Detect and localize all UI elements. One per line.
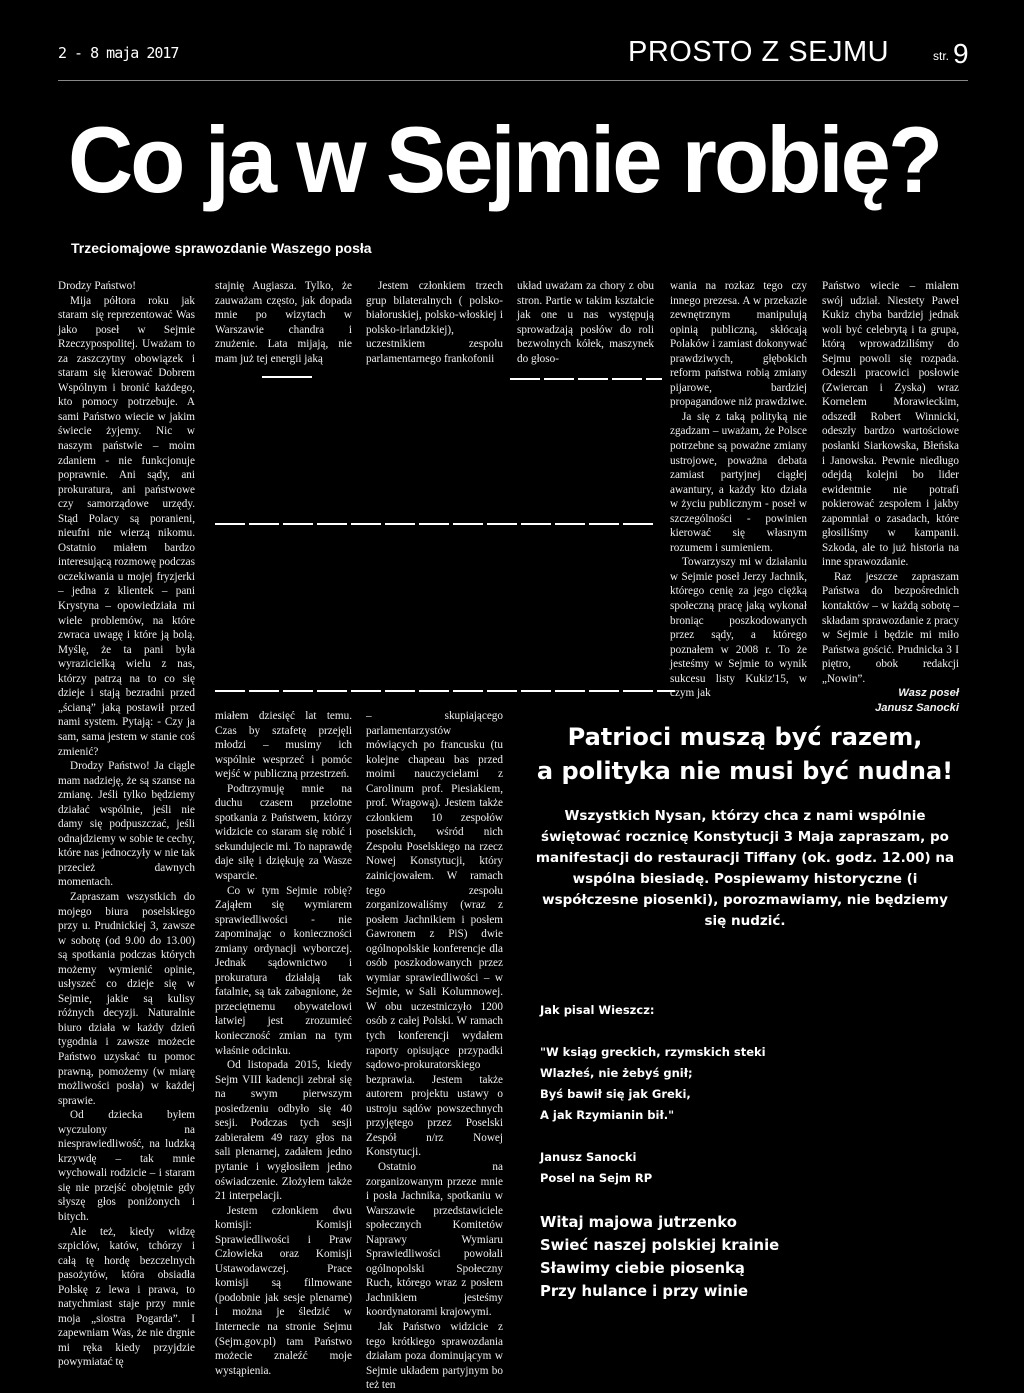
paragraph: wania na rozkaz tego czy innego prezesa. A w przekazie zewnętrznym manipulują opinią publiczną, skłócają Polaków i zamiast dokonywać prawdziwych, głębokich reform państwa robią zmiany pijarowe, bardziej propagandowe niż prawdziwe.: [670, 280, 807, 409]
section-masthead: PROSTO Z SEJMU: [628, 36, 890, 68]
paragraph: Ostatnio na zorganizowanym przeze mnie i posła Jachnika, spotkaniu w Warszawie przedstawiciele społecznych Komitetów Naprawy Wymiaru Sprawiedliwości powołali ogólnopolski Społeczny Ruch, którego wraz z posłem Jachnikiem jesteśmy koordynatorami krajowymi.: [366, 1160, 503, 1319]
photo-border: [215, 523, 655, 525]
quote-line: "W ksiąg greckich, rzymskich steki: [540, 1045, 766, 1059]
quote-author-role: Posel na Sejm RP: [540, 1171, 653, 1185]
paragraph: miałem dziesięć lat temu. Czas by sztafetę przejęli młodzi – musimy ich wspólnie wesprzeć i pomóc wejść w publiczną przestrzeń.: [215, 710, 352, 781]
header-rule: [58, 80, 968, 81]
article-column-3: [366, 709, 503, 1393]
announcement-headline-1: Patrioci muszą być razem,: [567, 723, 923, 751]
article-column-5: [670, 279, 807, 701]
signature-line-2: Janusz Sanocki: [875, 701, 959, 714]
paragraph: Ale też, kiedy widzę szpiclów, katów, tchórzy i całą tę hordę bezczelnych pasożytów, która obsiadła Polskę z lewa i prawa, to natychmiast staje przy mnie moja „siostra Pogarda”. I zapewniam Was, że nie drgnie mi ręka kiedy przyjdzie powymiatać tę: [58, 1225, 195, 1369]
quote-line: Byś bawił się jak Greki,: [540, 1087, 691, 1101]
quote-block: [540, 1000, 960, 1189]
photo-border: [215, 690, 675, 692]
page-header: [58, 36, 968, 76]
headline: Co ja w Sejmie robię?: [68, 107, 941, 212]
quote-line: Wlazłeś, nie żebyś gnił;: [540, 1066, 693, 1080]
paragraph: Jestem członkiem dwu komisji: Komisji Sprawiedliwości i Praw Człowieka oraz Komisji Ustawodawczej. Prace komisji są filmowane (podobnie jak sesje plenarne) i można je śledzić w Internecie na stronie Sejmu (Sejm.gov.pl) tam Państwo możecie znaleźć moje wystąpienia.: [215, 1204, 352, 1377]
paragraph: Co w tym Sejmie robię? Zająłem się wymiarem sprawiedliwości - nie zapominając o konieczności zmiany ordynacji wyborczej. Jednak sądownictwo i prokuratura działają tak fatalnie, są tak zabagnione, że przeciętnemu obywatelowi łatwiej jest zrozumieć konieczność zmian na tym właśnie odcinku.: [215, 884, 352, 1057]
paragraph: Ja się z taką polityką nie zgadzam – uważam, że Polsce potrzebne są poważne zmiany ustrojowe, poważna debata zamiast partyjnej ciągłej awantury, a każdy kto działa w życiu publicznym - poseł w szczególności - powinien kierować się własnym rozumem i sumieniem.: [670, 410, 807, 554]
article-column-1: [58, 279, 195, 1370]
page-number: [933, 38, 969, 70]
paragraph: Zapraszam wszystkich do mojego biura poselskiego przy u. Prudnickiej 3, zawsze w sobotę (od 9.00 do 13.00) są spotkania podczas których możemy wymienić opinie, usłyszeć co dzieje się w Sejmie, jakie są kulisy różnych decyzji. Naturalnie biuro działa w każdy dzień tygodnia i zawsze możecie Państwo uzyskać tu pomoc prawną, pomożemy (w miarę możliwości posła) w każdej sprawie.: [58, 890, 195, 1107]
paragraph: Towarzyszy mi w działaniu w Sejmie poseł Jerzy Jachnik, którego cenię za jego ciężką społeczną pracę jaką wykonał broniąc poszkodowanych przez sądy, a którego poznałem w 2008 r. To że jesteśmy w Sejmie to wynik sukcesu listy Kukiz'15, w czym jak: [670, 556, 807, 700]
paragraph: Od dziecka byłem wyczulony na niesprawiedliwość, na ludzką krzywdę – tak mnie wychowali rodzicie – i staram się nie przejść obojętnie gdy słyszę głos poniżonych i bitych.: [58, 1109, 195, 1223]
article-column-6: [822, 279, 959, 715]
photo-border: [262, 376, 312, 378]
paragraph: Raz jeszcze zapraszam Państwa do bezpośrednich kontaktów – w każdą sobotę – składam sprawozdanie z pracy w Sejmie i będzie mi miło Państwa gościć. Prudnicka 3 I piętro, obok redakcji „Nowin”.: [822, 570, 959, 685]
paragraph: Jak Państwo widzicie z tego krótkiego sprawozdania działam poza dominującym w Sejmie układem partyjnym bo też ten: [366, 1320, 503, 1392]
song-line: Witaj majowa jutrzenko: [540, 1214, 737, 1231]
paragraph: Drodzy Państwo! Ja ciągle mam nadzieję, że są szanse na zmianę. Jeśli tylko będziemy działać wspólnie, jeśli nie damy się podpuszczać, jeśli odnajdziemy w sobie te cechy, które nas jednoczyły w nie tak przecież dawnych momentach.: [58, 760, 195, 889]
song-line: Sławimy ciebie piosenką: [540, 1260, 745, 1277]
page-number-value: 9: [953, 38, 969, 69]
subtitle: Trzeciomajowe sprawozdanie Waszego posła: [71, 240, 372, 256]
quote-author: Janusz Sanocki: [540, 1150, 637, 1164]
song-line: Swieć naszej polskiej krainie: [540, 1237, 780, 1254]
article-column-2: [215, 709, 352, 1378]
song-line: Przy hulance i przy winie: [540, 1283, 749, 1300]
article-column-2-top: [215, 279, 352, 366]
announcement-headline-2: a polityka nie musi być nudna!: [536, 757, 954, 785]
event-announcement: [530, 720, 960, 932]
article-column-4-top: [517, 279, 654, 366]
paragraph: Państwo wiecie – miałem swój udział. Niestety Paweł Kukiz chyba bardziej jednak woli być celebrytą i ta grupa, którą wprowadziliśmy do Sejmu powoli się rozpada. Odeszli pracowici posłowie (Zwiercan i Zyska) wraz Kornelem Morawieckim, odszedł Robert Winnicki, odeszły bardzo wartościowe posłanki Siarkowska, Błeńska i Janowska. Pewnie niedługo odejdą kolejni bo lider ewidentnie nie potrafi pokierować zespołem i jakby zapomniał o zasadach, które głosiliśmy w kampanii. Szkoda, ale to już historia na inne sprawozdanie.: [822, 280, 959, 569]
signature-line-1: Wasz poseł: [898, 687, 959, 700]
quote-line: A jak Rzymianin bił.": [540, 1108, 675, 1122]
photo-border: [510, 378, 662, 380]
paragraph: Podtrzymuję mnie na duchu czasem przelotne spotkania z Państwem, którzy widzicie co staram się robić i sekundujecie mi. To naprawdę daje siłę i dziękuję za Wasze wsparcie.: [215, 782, 352, 883]
paragraph: Mija półtora roku jak staram się reprezentować Was jako poseł w Sejmie Rzeczypospolitej. Uważam to za zaszczytny obowiązek i staram się kierować Dobrem Wspólnym i bronić każdego, kto pomocy potrzebuje. A sami Państwo wiecie w jakim świecie żyjemy. Nic w naszym państwie – moim zdaniem - nie funkcjonuje poprawnie. Ani sądy, ani prokuratura, ani państwowe czy samorządowe urzędy. Stąd Polacy są poranieni, nieufni nie wierzą nikomu. Ostatnio miałem bardzo interesującą rozmowę podczas oczekiwania u mojej fryzjerki – jedna z klientek – pani Krystyna – opowiedziała mi wiele problemów, na które zwraca uwagę i które ją bolą. Myślę, że ta pani była wyrazicielką wielu z nas, którzy patrzą na to co się dzieje i stają bezradni przed „ścianą” jaką postawił przed nami system. Pytają: - Czy ja sam, sama jestem w stanie coś zmienić?: [58, 294, 195, 758]
issue-date: 2 - 8 maja 2017: [58, 44, 179, 62]
song-verse: [540, 1211, 960, 1303]
announcement-body: Wszystkich Nysan, którzy chca z nami wspólnie świętować rocznicę Konstytucji 3 Maja zapraszam, po manifestacji do restauracji Tiffany (ok. godz. 12.00) na wspólna biesiadę. Pospiewamy historyczne (i współczesne piosenki), porozmawiamy, nie będziemy się nudzić.: [535, 808, 955, 929]
paragraph: Od listopada 2015, kiedy Sejm VIII kadencji zebrał się na swym pierwszym posiedzeniu odbyło się 40 sesji. Podczas tych sesji zabierałem 49 razy głos na sali plenarnej, zadałem jedno pytanie i wygłosiłem jedno oświadczenie. Złożyłem także 21 interpelacji.: [215, 1059, 352, 1203]
paragraph: układ uważam za chory z obu stron. Partie w takim kształcie jak one u nas występują sprowadzają posłów do roli bezwolnych kółek, maszynek do głoso-: [517, 280, 654, 365]
article-column-3-top: [366, 279, 503, 366]
page-prefix: str.: [933, 48, 950, 63]
paragraph: – skupiającego parlamentarzystów mówiących po francusku (tu kolejne chapeau bas przed moimi nauczycielami z Carolinum prof. Piesiakiem, prof. Wragową). Jestem także członkiem 10 zespołów poselskich, wśród nich Zespołu Poselskiego na rzecz Nowej Konstytucji, który zainicjowałem. W ramach tego zespołu zorganizowaliśmy (wraz z posłem Jachnikiem i posłem Gawronem z PiS) dwie ogólnopolskie konferencje dla osób poszkodowanych przez wymiar sprawiedliwości – w Sejmie, w Sali Kolumnowej. W obu uczestniczyło 1200 osób z całej Polski. W ramach tych konferencji wydałem raporty opisujące przypadki sądowo-prokuratorskiego bezprawia. Jestem także autorem projektu ustawy o ustroju sądów powszechnych przyjętego przez Poselski Zespół n/rz Nowej Konstytucji.: [366, 710, 503, 1159]
quote-intro: Jak pisal Wieszcz:: [540, 1003, 655, 1017]
paragraph: stajnię Augiasza. Tylko, że zauważam często, jak dopada mnie po wizytach w Warszawie chandra i znużenie. Lata mijają, nie mam już tej energii jaką: [215, 280, 352, 365]
paragraph: Jestem członkiem trzech grup bilateralnych ( polsko-białoruskiej, polsko-włoskiej i polsko-irlandzkiej), uczestnikiem zespołu parlamentarnego frankofonii: [366, 280, 503, 365]
paragraph: Drodzy Państwo!: [58, 280, 136, 292]
